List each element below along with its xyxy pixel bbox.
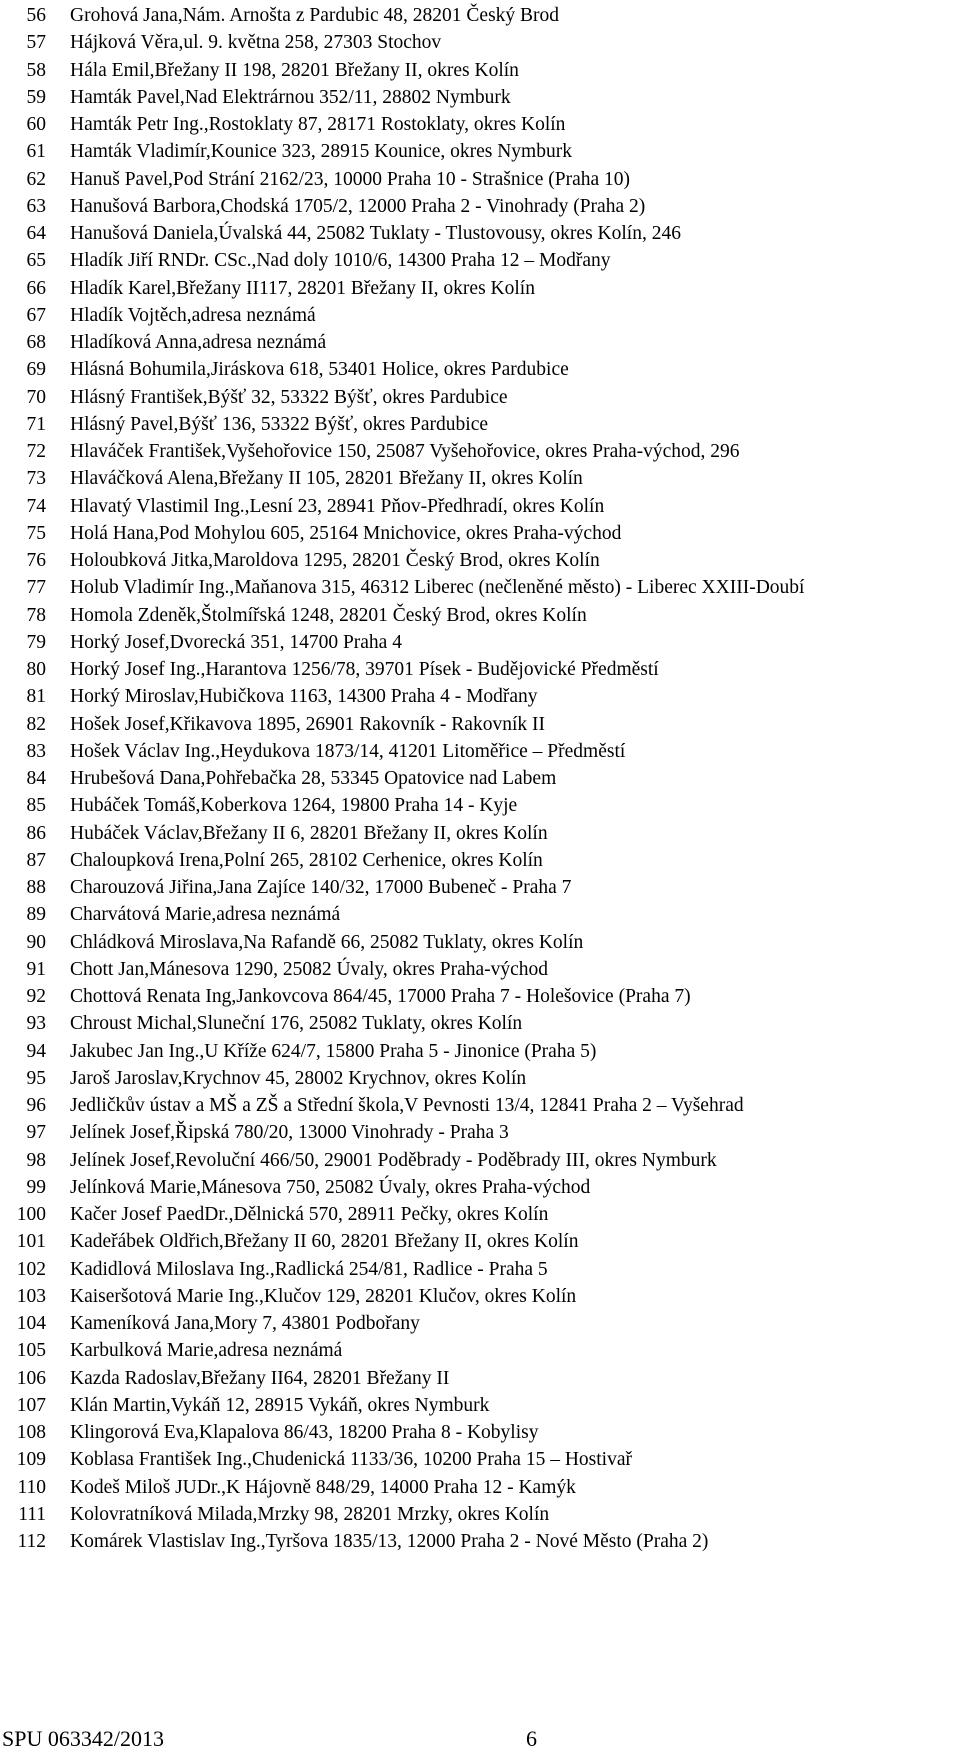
entry-number: 64 — [26, 223, 46, 244]
entry-number: 78 — [26, 604, 46, 626]
list-item — [0, 1174, 960, 1201]
entry-number: 93 — [26, 1013, 46, 1035]
list-item — [0, 929, 960, 956]
entry-number: 108 — [16, 1422, 46, 1443]
entry-text: Hladík Vojtěch,adresa neznámá — [70, 304, 316, 326]
entry-text: Hladík Jiří RNDr. CSc.,Nad doly 1010/6, 14300 Praha 12 – Modřany — [70, 250, 611, 272]
entry-text: Chott Jan,Mánesova 1290, 25082 Úvaly, okres Praha-východ — [70, 958, 549, 980]
entry-number: 75 — [26, 522, 46, 544]
entry-number: 60 — [26, 114, 46, 135]
entry-number: 56 — [26, 5, 46, 26]
entry-number: 74 — [26, 495, 46, 517]
entry-number: 81 — [26, 686, 46, 708]
list-item — [0, 329, 960, 356]
entry-number: 57 — [26, 32, 46, 54]
entry-text: Hlaváček František,Vyšehořovice 150, 25087 Vyšehořovice, okres Praha-východ, 296 — [70, 441, 740, 462]
entry-text: Hlaváčková Alena,Břežany II 105, 28201 Břežany II, okres Kolín — [70, 468, 583, 490]
list-item — [0, 1038, 960, 1065]
entry-text: Hubáček Václav,Břežany II 6, 28201 Břežany II, okres Kolín — [70, 822, 548, 844]
entry-number: 80 — [26, 659, 46, 680]
list-item — [0, 2, 960, 29]
entry-text: Hošek Václav Ing.,Heydukova 1873/14, 41201 Litoměřice – Předměstí — [70, 740, 626, 762]
entry-number: 106 — [16, 1367, 46, 1389]
entry-text: Jelínek Josef,Řipská 780/20, 13000 Vinohrady - Praha 3 — [70, 1122, 509, 1144]
entry-number: 76 — [26, 550, 46, 571]
entry-number: 63 — [26, 195, 46, 217]
entry-text: Hanuš Pavel,Pod Strání 2162/23, 10000 Praha 10 - Strašnice (Praha 10) — [70, 168, 630, 190]
entry-number: 112 — [17, 1531, 46, 1552]
entry-number: 87 — [26, 849, 46, 871]
list-item — [0, 1501, 960, 1528]
entry-text: Chottová Renata Ing,Jankovcova 864/45, 17000 Praha 7 - Holešovice (Praha 7) — [70, 986, 691, 1007]
entry-text: Grohová Jana,Nám. Arnošta z Pardubic 48, 28201 Český Brod — [70, 5, 560, 26]
entry-number: 71 — [26, 413, 46, 435]
entry-number: 109 — [16, 1449, 46, 1471]
entry-number: 99 — [26, 1176, 46, 1198]
entry-text: Hamták Vladimír,Kounice 323, 28915 Kounice, okres Nymburk — [70, 141, 572, 163]
entry-number: 95 — [26, 1067, 46, 1089]
list-item — [0, 1256, 960, 1283]
list-item — [0, 738, 960, 765]
entry-text: Hanušová Daniela,Úvalská 44, 25082 Tuklaty - Tlustovousy, okres Kolín, 246 — [70, 223, 681, 244]
entry-text: Horký Josef,Dvorecká 351, 14700 Praha 4 — [70, 631, 402, 653]
list-item — [0, 1283, 960, 1310]
entry-text: Kolovratníková Milada,Mrzky 98, 28201 Mrzky, okres Kolín — [70, 1503, 550, 1525]
list-item — [0, 1446, 960, 1473]
entry-text: Hamták Pavel,Nad Elektrárnou 352/11, 28802 Nymburk — [70, 86, 511, 108]
entry-number: 59 — [26, 86, 46, 108]
entry-text: Horký Josef Ing.,Harantova 1256/78, 39701 Písek - Budějovické Předměstí — [70, 659, 659, 680]
list-item — [0, 84, 960, 111]
list-item — [0, 1392, 960, 1419]
list-item — [0, 29, 960, 56]
entry-number: 79 — [26, 631, 46, 653]
list-item — [0, 765, 960, 792]
list-item — [0, 874, 960, 901]
entry-text: Hlásný František,Býšť 32, 53322 Býšť, okres Pardubice — [70, 386, 508, 408]
list-item — [0, 1147, 960, 1174]
entry-text: Kadidlová Miloslava Ing.,Radlická 254/81, Radlice - Praha 5 — [70, 1258, 548, 1280]
entry-number: 82 — [26, 713, 46, 735]
entry-text: Holá Hana,Pod Mohylou 605, 25164 Mnichovice, okres Praha-východ — [70, 522, 622, 544]
entry-text: Jakubec Jan Ing.,U Kříže 624/7, 15800 Praha 5 - Jinonice (Praha 5) — [70, 1040, 597, 1062]
entry-number: 101 — [16, 1231, 46, 1253]
entry-text: Chládková Miroslava,Na Rafandě 66, 25082 Tuklaty, okres Kolín — [70, 931, 584, 953]
list-item — [0, 57, 960, 84]
entry-number: 100 — [16, 1204, 46, 1225]
entry-number: 86 — [26, 822, 46, 844]
list-item — [0, 1010, 960, 1037]
entry-text: Hošek Josef,Křikavova 1895, 26901 Rakovník - Rakovník II — [70, 713, 545, 735]
entry-text: Klingorová Eva,Klapalova 86/43, 18200 Praha 8 - Kobylisy — [70, 1422, 539, 1443]
list-item — [0, 683, 960, 710]
list-item — [0, 574, 960, 601]
entry-number: 103 — [16, 1285, 46, 1307]
list-item — [0, 792, 960, 819]
entry-number: 70 — [26, 386, 46, 408]
entry-text: Hanušová Barbora,Chodská 1705/2, 12000 Praha 2 - Vinohrady (Praha 2) — [70, 195, 646, 217]
entry-text: Kaiseršotová Marie Ing.,Klučov 129, 28201 Klučov, okres Kolín — [70, 1285, 577, 1307]
entry-text: Kačer Josef PaedDr.,Dělnická 570, 28911 Pečky, okres Kolín — [70, 1204, 549, 1225]
entry-number: 69 — [26, 359, 46, 381]
entry-number: 88 — [26, 877, 46, 898]
list-item — [0, 1474, 960, 1501]
entry-text: Chaloupková Irena,Polní 265, 28102 Cerhenice, okres Kolín — [70, 849, 543, 871]
entry-text: Komárek Vlastislav Ing.,Tyršova 1835/13, 12000 Praha 2 - Nové Město (Praha 2) — [70, 1531, 709, 1552]
entry-text: Jedličkův ústav a MŠ a ZŠ a Střední škola,V Pevnosti 13/4, 12841 Praha 2 – Vyšehrad — [70, 1095, 744, 1116]
list-item — [0, 493, 960, 520]
list-item — [0, 411, 960, 438]
entry-number: 68 — [26, 332, 46, 353]
list-item — [0, 193, 960, 220]
entry-text: Jelínek Josef,Revoluční 466/50, 29001 Poděbrady - Poděbrady III, okres Nymburk — [70, 1149, 717, 1171]
entry-number: 61 — [26, 141, 46, 163]
entry-text: Holub Vladimír Ing.,Maňanova 315, 46312 Liberec (nečleněné město) - Liberec XXIII-Doubí — [70, 577, 805, 599]
entry-number: 92 — [26, 986, 46, 1007]
entry-number: 85 — [26, 795, 46, 817]
list-item — [0, 520, 960, 547]
entry-text: Hubáček Tomáš,Koberkova 1264, 19800 Praha 14 - Kyje — [70, 795, 518, 817]
list-item — [0, 1419, 960, 1446]
entry-number: 58 — [26, 59, 46, 81]
list-item — [0, 302, 960, 329]
entry-number: 72 — [26, 441, 46, 462]
entry-text: Kameníková Jana,Mory 7, 43801 Podbořany — [70, 1313, 420, 1334]
entry-number: 110 — [17, 1476, 46, 1498]
list-item — [0, 111, 960, 138]
list-item — [0, 820, 960, 847]
list-item — [0, 1092, 960, 1119]
entry-number: 89 — [26, 904, 46, 926]
list-item — [0, 656, 960, 683]
entry-text: Hamták Petr Ing.,Rostoklaty 87, 28171 Rostoklaty, okres Kolín — [70, 114, 566, 135]
list-item — [0, 1337, 960, 1364]
entry-text: Kodeš Miloš JUDr.,K Hájovně 848/29, 14000 Praha 12 - Kamýk — [70, 1476, 576, 1498]
list-item — [0, 275, 960, 302]
entry-number: 65 — [26, 250, 46, 272]
list-item — [0, 1365, 960, 1392]
entry-text: Koblasa František Ing.,Chudenická 1133/36, 10200 Praha 15 – Hostivař — [70, 1449, 632, 1471]
entry-number: 84 — [26, 768, 46, 789]
entry-number: 111 — [18, 1503, 46, 1525]
entry-number: 107 — [16, 1394, 46, 1416]
entry-text: Hála Emil,Břežany II 198, 28201 Břežany II, okres Kolín — [70, 59, 519, 81]
entry-number: 98 — [26, 1149, 46, 1171]
entry-text: Holoubková Jitka,Maroldova 1295, 28201 Český Brod, okres Kolín — [70, 550, 600, 571]
entry-text: Hrubešová Dana,Pohřebačka 28, 53345 Opatovice nad Labem — [70, 768, 557, 789]
entry-text: Hlásná Bohumila,Jiráskova 618, 53401 Holice, okres Pardubice — [70, 359, 569, 381]
entry-number: 83 — [26, 740, 46, 762]
list-item — [0, 711, 960, 738]
entry-text: Chroust Michal,Sluneční 176, 25082 Tuklaty, okres Kolín — [70, 1013, 523, 1035]
entry-text: Hlásný Pavel,Býšť 136, 53322 Býšť, okres Pardubice — [70, 413, 489, 435]
entry-text: Kazda Radoslav,Břežany II64, 28201 Břežany II — [70, 1367, 450, 1389]
list-item — [0, 1228, 960, 1255]
list-item — [0, 1119, 960, 1146]
entry-text: Hladík Karel,Břežany II117, 28201 Břežany II, okres Kolín — [70, 277, 535, 299]
entry-number: 102 — [16, 1258, 46, 1280]
list-item — [0, 220, 960, 247]
entry-text: Charvátová Marie,adresa neznámá — [70, 904, 341, 926]
entry-text: Jaroš Jaroslav,Krychnov 45, 28002 Krychnov, okres Kolín — [70, 1067, 527, 1089]
list-item — [0, 166, 960, 193]
list-item — [0, 847, 960, 874]
entry-text: Hladíková Anna,adresa neznámá — [70, 332, 327, 353]
list-item — [0, 1310, 960, 1337]
entry-number: 67 — [26, 304, 46, 326]
list-item — [0, 1528, 960, 1555]
entry-text: Klán Martin,Vykáň 12, 28915 Vykáň, okres Nymburk — [70, 1394, 490, 1416]
entry-number: 94 — [26, 1040, 46, 1062]
entry-text: Hlavatý Vlastimil Ing.,Lesní 23, 28941 Pňov-Předhradí, okres Kolín — [70, 495, 605, 517]
list-item — [0, 465, 960, 492]
document-reference: SPU 063342/2013 — [2, 1726, 164, 1751]
list-item — [0, 1065, 960, 1092]
entry-number: 104 — [16, 1313, 46, 1334]
entry-number: 90 — [26, 931, 46, 953]
list-item — [0, 1201, 960, 1228]
entry-text: Charouzová Jiřina,Jana Zajíce 140/32, 17000 Bubeneč - Praha 7 — [70, 877, 572, 898]
list-item — [0, 356, 960, 383]
list-item — [0, 629, 960, 656]
entry-text: Horký Miroslav,Hubičkova 1163, 14300 Praha 4 - Modřany — [70, 686, 538, 708]
entry-text: Hájková Věra,ul. 9. května 258, 27303 Stochov — [70, 32, 442, 54]
entry-text: Karbulková Marie,adresa neznámá — [70, 1340, 343, 1362]
list-item — [0, 547, 960, 574]
page-number: 6 — [526, 1726, 537, 1751]
list-item — [0, 138, 960, 165]
entry-number: 77 — [26, 577, 46, 599]
list-item — [0, 983, 960, 1010]
entry-text: Homola Zdeněk,Štolmířská 1248, 28201 Český Brod, okres Kolín — [70, 604, 587, 626]
list-item — [0, 384, 960, 411]
list-item — [0, 901, 960, 928]
entry-text: Jelínková Marie,Mánesova 750, 25082 Úvaly, okres Praha-východ — [70, 1176, 591, 1198]
entry-number: 66 — [26, 277, 46, 299]
entry-number: 96 — [26, 1095, 46, 1116]
list-item — [0, 438, 960, 465]
entry-number: 97 — [26, 1122, 46, 1144]
address-list — [0, 2, 960, 1555]
entry-text: Kadeřábek Oldřich,Břežany II 60, 28201 Břežany II, okres Kolín — [70, 1231, 579, 1253]
entry-number: 91 — [26, 958, 46, 980]
list-item — [0, 956, 960, 983]
page-footer — [0, 1724, 960, 1754]
entry-number: 105 — [16, 1340, 46, 1362]
list-item — [0, 247, 960, 274]
entry-number: 62 — [26, 168, 46, 190]
entry-number: 73 — [26, 468, 46, 490]
list-item — [0, 602, 960, 629]
